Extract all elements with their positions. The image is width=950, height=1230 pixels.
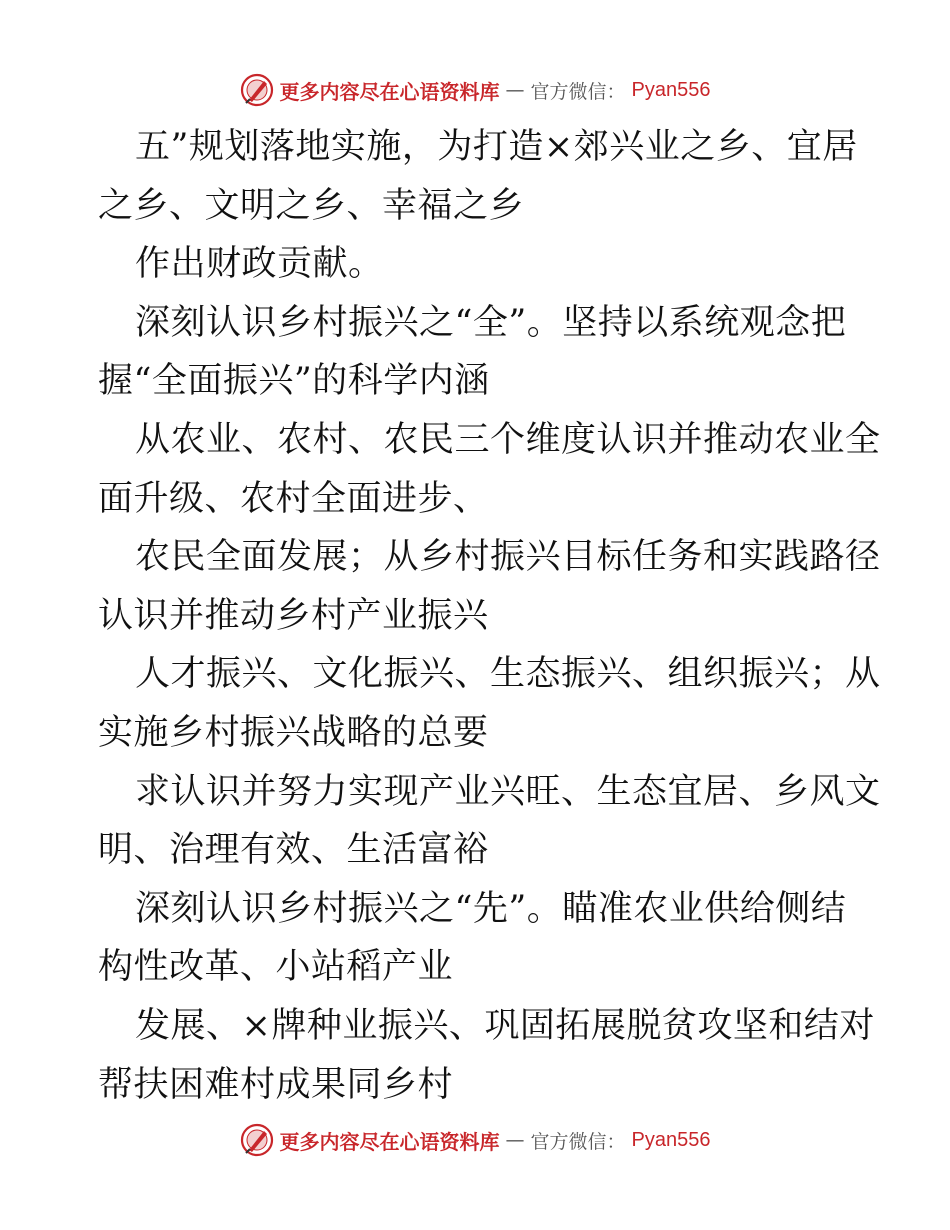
site-name-text: 更多内容尽在心语资料库: [279, 79, 500, 104]
wechat-id: Pyan556: [631, 1128, 711, 1151]
document-body: [98, 118, 881, 1114]
text-line: 实施乡村振兴战略的总要: [98, 712, 489, 753]
banner-separator: —: [505, 79, 525, 101]
footer-watermark-banner: [0, 1120, 950, 1160]
wechat-label: 官方微信：: [530, 1130, 626, 1153]
banner-separator: —: [505, 1129, 525, 1151]
text-line: 认识并推动乡村产业振兴: [98, 595, 489, 636]
text-line: 深刻认识乡村振兴之“先”。瞄准农业供给侧结: [135, 888, 847, 929]
text-line: 帮扶困难村成果同乡村: [98, 1064, 454, 1105]
text-line: 之乡、文明之乡、幸福之乡: [98, 185, 525, 226]
text-line: 握“全面振兴”的科学内涵: [98, 361, 490, 402]
text-line: 发展、×牌种业振兴、巩固拓展脱贫攻坚和结对: [135, 1005, 875, 1046]
text-line: 面升级、农村全面进步、: [98, 478, 489, 519]
text-line: 构性改革、小站稻产业: [98, 947, 454, 988]
text-line: 农民全面发展；从乡村振兴目标任务和实践路径: [135, 537, 881, 578]
text-line: 人才振兴、文化振兴、生态振兴、组织振兴；从: [135, 654, 881, 695]
wechat-id: Pyan556: [631, 78, 711, 101]
text-line: 五”规划落地实施，为打造×郊兴业之乡、宜居: [135, 127, 858, 167]
text-line: 从农业、农村、农民三个维度认识并推动农业全: [135, 419, 881, 460]
text-line: 深刻认识乡村振兴之“全”。坚持以系统观念把: [135, 302, 847, 343]
wechat-label: 官方微信：: [530, 80, 626, 103]
text-line: 求认识并努力实现产业兴旺、生态宜居、乡风文: [135, 771, 881, 812]
text-line: 作出财政贡献。: [135, 244, 384, 285]
text-line: 明、治理有效、生活富裕: [98, 830, 489, 871]
quill-pen-logo-icon: [240, 73, 274, 107]
header-watermark-banner: [0, 70, 950, 110]
quill-pen-logo-icon: [240, 1123, 274, 1157]
site-name-text: 更多内容尽在心语资料库: [279, 1129, 500, 1154]
